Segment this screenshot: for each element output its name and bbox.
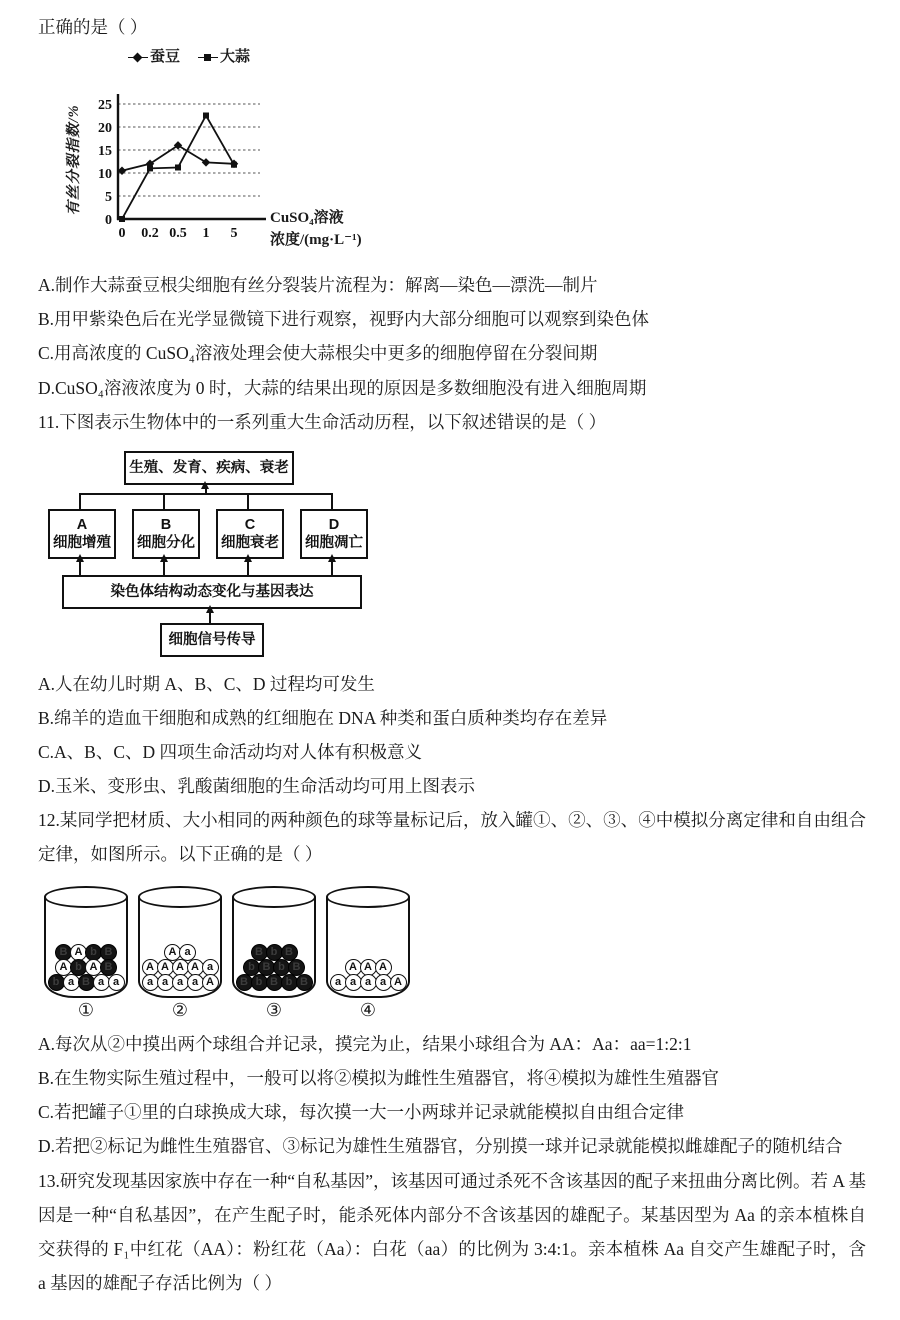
data-point-蚕豆 bbox=[202, 158, 210, 166]
jar-rim bbox=[138, 886, 222, 908]
y-tick-label: 10 bbox=[98, 167, 112, 183]
y-tick-label: 25 bbox=[98, 98, 112, 114]
white-ball: A bbox=[172, 959, 189, 976]
jar-drawing bbox=[232, 886, 316, 998]
balls bbox=[331, 961, 405, 991]
jar-3 bbox=[232, 886, 316, 1022]
option-a: A.每次从②中摸出两个球组合并记录，摸完为止，结果小球组合为 AA：Aa：aa=1:2:1 bbox=[38, 1034, 692, 1055]
flowchart-cell-a: A 细胞增殖 bbox=[48, 509, 116, 559]
flowchart-wide-box: 染色体结构动态变化与基因表达 bbox=[62, 575, 362, 609]
x-tick-label: 5 bbox=[230, 226, 238, 242]
white-ball: a bbox=[108, 974, 125, 991]
white-ball: a bbox=[202, 959, 219, 976]
jar-drawing bbox=[326, 886, 410, 998]
flowchart-connector bbox=[331, 493, 333, 509]
question-12-stem: 12.某同学把材质、大小相同的两种颜色的球等量标记后，放入罐①、②、③、④中模拟分离定律和自由组合定律，如图所示。以下正确的是（ ） bbox=[38, 810, 866, 865]
black-ball: B bbox=[281, 944, 298, 961]
white-ball: A bbox=[55, 959, 72, 976]
jar-2 bbox=[138, 886, 222, 1022]
black-ball: b bbox=[48, 974, 65, 991]
white-ball: A bbox=[164, 944, 181, 961]
white-ball: A bbox=[202, 974, 219, 991]
white-ball: A bbox=[360, 959, 377, 976]
mitotic-index-chart bbox=[62, 48, 422, 260]
jar-rim bbox=[232, 886, 316, 908]
ball-row bbox=[49, 974, 124, 991]
question-11-stem: 11.下图表示生物体中的一系列重大生命活动历程，以下叙述错误的是（ ） bbox=[38, 411, 607, 432]
balls bbox=[237, 946, 311, 991]
flowchart-cell-b: B 细胞分化 bbox=[132, 509, 200, 559]
balls bbox=[143, 946, 217, 991]
option-c: C.用高浓度的 CuSO₄溶液处理会使大蒜根尖中更多的细胞停留在分裂间期 bbox=[38, 343, 598, 364]
black-ball: B bbox=[100, 959, 117, 976]
flowchart-connector bbox=[163, 561, 165, 575]
white-ball: a bbox=[375, 974, 392, 991]
option-b: B.在生物实际生殖过程中，一般可以将②模拟为雌性生殖器官，将④模拟为雄性生殖器官 bbox=[38, 1068, 720, 1089]
option-d: D.CuSO₄溶液浓度为 0 时，大蒜的结果出现的原因是多数细胞没有进入细胞周期 bbox=[38, 377, 647, 398]
jar-drawing bbox=[138, 886, 222, 998]
flowchart-connector bbox=[79, 493, 81, 509]
white-ball: a bbox=[360, 974, 377, 991]
flowchart-cell-d: D 细胞凋亡 bbox=[300, 509, 368, 559]
black-ball: b bbox=[85, 944, 102, 961]
question-11-options bbox=[38, 667, 866, 804]
life-activities-flowchart bbox=[42, 447, 482, 659]
data-point-大蒜 bbox=[231, 162, 237, 168]
option-d: D.若把②标记为雌性生殖器官、③标记为雄性生殖器官，分别摸一球并记录就能模拟雌雄配子的随机结合 bbox=[38, 1136, 843, 1157]
jars-figure bbox=[44, 886, 866, 1022]
black-ball: B bbox=[100, 944, 117, 961]
jar-1 bbox=[44, 886, 128, 1022]
jar-drawing bbox=[44, 886, 128, 998]
ball-row bbox=[143, 974, 218, 991]
balls bbox=[49, 946, 123, 991]
black-ball: b bbox=[266, 944, 283, 961]
question-12-options bbox=[38, 1027, 866, 1164]
flowchart-connector bbox=[247, 493, 249, 509]
y-tick-label: 0 bbox=[105, 213, 112, 229]
white-ball: A bbox=[390, 974, 407, 991]
white-ball: a bbox=[187, 974, 204, 991]
flowchart-connector bbox=[79, 561, 81, 575]
black-ball: b bbox=[70, 959, 87, 976]
x-tick-label: 1 bbox=[202, 226, 210, 242]
y-tick-label: 20 bbox=[98, 121, 112, 137]
black-ball: b bbox=[243, 959, 260, 976]
flowchart-connector bbox=[163, 493, 165, 509]
option-a: A.人在幼儿时期 A、B、C、D 过程均可发生 bbox=[38, 673, 375, 694]
black-ball: B bbox=[55, 944, 72, 961]
question-13-stem: 13.研究发现基因家族中存在一种“自私基因”，该基因可通过杀死不含该基因的配子来扭曲分离比例。若 A 基因是一种“自私基因”，在产生配子时，能杀死体内部分不含该基因的雄配子。某基因型为 Aa 的亲本植株自交获得的 F₁中红花（AA）：粉红花（Aa）：白花（aa）的比例为 3:4:1。亲本植株 Aa 自交产生雄配子时，含 a 基因的雄配子存活比例为（ ） bbox=[38, 1170, 866, 1293]
white-ball: a bbox=[63, 974, 80, 991]
white-ball: A bbox=[375, 959, 392, 976]
x-tick-label: 0 bbox=[118, 226, 126, 242]
white-ball: A bbox=[142, 959, 159, 976]
jar-3-label: ③ bbox=[265, 999, 283, 1020]
black-ball: B bbox=[236, 974, 253, 991]
white-ball: A bbox=[70, 944, 87, 961]
white-ball: a bbox=[172, 974, 189, 991]
ball-row bbox=[331, 974, 406, 991]
white-ball: A bbox=[345, 959, 362, 976]
data-point-大蒜 bbox=[203, 113, 209, 119]
y-axis-label: 有丝分裂指数/% bbox=[65, 104, 82, 216]
white-ball: a bbox=[179, 944, 196, 961]
flowchart-bottom-box: 细胞信号传导 bbox=[160, 623, 264, 657]
black-ball: B bbox=[288, 959, 305, 976]
jar-rim bbox=[44, 886, 128, 908]
legend-label: 大蒜 bbox=[220, 49, 251, 66]
data-point-大蒜 bbox=[147, 166, 153, 172]
y-tick-label: 15 bbox=[98, 144, 112, 160]
jar-4 bbox=[326, 886, 410, 1022]
white-ball: a bbox=[157, 974, 174, 991]
data-point-大蒜 bbox=[119, 216, 125, 222]
black-ball: B bbox=[251, 944, 268, 961]
white-ball: A bbox=[157, 959, 174, 976]
black-ball: b bbox=[281, 974, 298, 991]
black-ball: B bbox=[78, 974, 95, 991]
black-ball: B bbox=[258, 959, 275, 976]
jar-1-label: ① bbox=[77, 999, 95, 1020]
white-ball: A bbox=[85, 959, 102, 976]
x-tick-label: 0.2 bbox=[141, 226, 159, 242]
flowchart-cell-c: C 细胞衰老 bbox=[216, 509, 284, 559]
flowchart-connector bbox=[209, 612, 211, 623]
black-ball: b bbox=[251, 974, 268, 991]
option-c: C.A、B、C、D 四项生命活动均对人体有积极意义 bbox=[38, 742, 423, 762]
legend-label: 蚕豆 bbox=[150, 49, 181, 66]
question-prompt-line: 正确的是（ ） bbox=[38, 17, 148, 37]
jar-2-label: ② bbox=[171, 999, 189, 1020]
flowchart-connector bbox=[331, 561, 333, 575]
chart-canvas bbox=[78, 48, 418, 260]
jar-4-label: ④ bbox=[359, 999, 377, 1020]
white-ball: a bbox=[330, 974, 347, 991]
flowchart-top-box: 生殖、发育、疾病、衰老 bbox=[124, 451, 294, 485]
black-ball: b bbox=[273, 959, 290, 976]
option-d: D.玉米、变形虫、乳酸菌细胞的生命活动均可用上图表示 bbox=[38, 776, 476, 797]
flowchart-connector bbox=[79, 493, 333, 495]
data-point-大蒜 bbox=[175, 165, 181, 171]
x-tick-label: 0.5 bbox=[169, 226, 187, 242]
option-c: C.若把罐子①里的白球换成大球，每次摸一大一小两球并记录就能模拟自由组合定律 bbox=[38, 1102, 685, 1123]
white-ball: a bbox=[345, 974, 362, 991]
white-ball: a bbox=[142, 974, 159, 991]
black-ball: B bbox=[296, 974, 313, 991]
ball-row bbox=[237, 974, 312, 991]
y-tick-label: 5 bbox=[105, 190, 112, 206]
x-axis-label: CuSO₄溶液 浓度/(mg·L⁻¹) bbox=[270, 210, 362, 248]
white-ball: A bbox=[187, 959, 204, 976]
option-b: B.绵羊的造血干细胞和成熟的红细胞在 DNA 种类和蛋白质种类均存在差异 bbox=[38, 707, 608, 728]
black-ball: B bbox=[266, 974, 283, 991]
question-10-options bbox=[38, 268, 866, 405]
flowchart-connector bbox=[247, 561, 249, 575]
jar-rim bbox=[326, 886, 410, 908]
option-a: A.制作大蒜蚕豆根尖细胞有丝分裂装片流程为：解离—染色—漂洗—制片 bbox=[38, 275, 598, 296]
white-ball: a bbox=[93, 974, 110, 991]
option-b: B.用甲紫染色后在光学显微镜下进行观察，视野内大部分细胞可以观察到染色体 bbox=[38, 309, 650, 330]
